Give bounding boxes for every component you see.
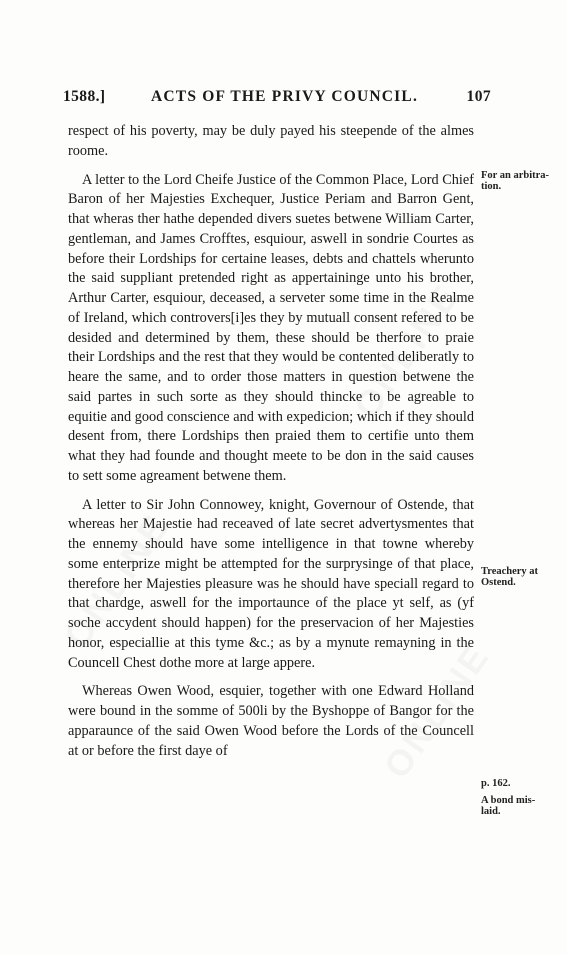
margin-note-line: laid. — [481, 806, 501, 817]
body-text — [68, 122, 474, 770]
paragraph-bond: Whereas Owen Wood, esquier, together with one Edward Holland were bound in the somme of 500li by the Byshoppe of Bangor for the apparaunce of the said Owen Wood before the Lords of the Councell at or before the first daye of — [68, 683, 474, 759]
paragraph-arbitration-letter: A letter to the Lord Cheife Justice of the Common Place, Lord Chief Baron of her Majesties Exchequer, Justice Periam and Barron Gent, that wheras ther hathe depended divers suetes betwene William Carter, gentleman, and James Crofftes, esquiour, aswell in sondrie Courtes as before their Lordships for certaine leases, debts and chattels wherunto the said suppliant pretended right as appertaininge unto his brother, Arthur Carter, esquiour, deceased, a serveter some time in the Realme of Ireland, which controvers[i]es they by mutuall consent refered to be desided and determined by them, these should be therfore to praie their Lordships and the rest that they would be contented deliberatly to heare the same, and to order those matters in question betwene the said partes in such sorte as they should thincke to be agreable to equitie and good conscience and with expedicion; which if they should desent from, there Lordships then praied them to certifie unto them what they had founde and thought meete to be don in the said causes to sett some agreament betwene them. — [68, 171, 474, 484]
margin-note-treachery — [481, 566, 561, 588]
margin-note-line: p. 162. — [481, 778, 511, 789]
page-number: 107 — [466, 88, 491, 105]
margin-note-line: Ostend. — [481, 577, 516, 588]
margin-note-line: For an arbitra- — [481, 170, 550, 181]
margin-note-line: Treachery at — [481, 566, 539, 577]
paragraph-ostend-letter: A letter to Sir John Connowey, knight, Governour of Ostende, that whereas her Majestie had receaved of late secret advertysmentes that the ennemy should have some intelligence in that towne whereby some enterprize might be attempted for the surprysinge of that place, therefore her Majesties pleasure was he should have speciall regard to that chardge, aswell for the importaunce of the place yt self, as (yf soche accydent should happen) for the preservacion of her Majesties honor, especiallie at this tyme &c.; as by a mynute remayning in the Councell Chest dothe more at large appere. — [68, 496, 474, 671]
margin-note-line: A bond mis- — [481, 795, 536, 806]
margin-note-bond — [481, 795, 561, 817]
paragraph-continuation: respect of his poverty, may be duly payed his steepende of the almes roome. — [68, 123, 474, 159]
running-header — [63, 88, 491, 110]
margin-note-page-ref — [481, 778, 561, 789]
margin-note-arbitration — [481, 170, 561, 192]
margin-note-line: tion. — [481, 181, 502, 192]
header-title: ACTS OF THE PRIVY COUNCIL. — [151, 88, 419, 105]
header-year: 1588.] — [63, 88, 106, 105]
